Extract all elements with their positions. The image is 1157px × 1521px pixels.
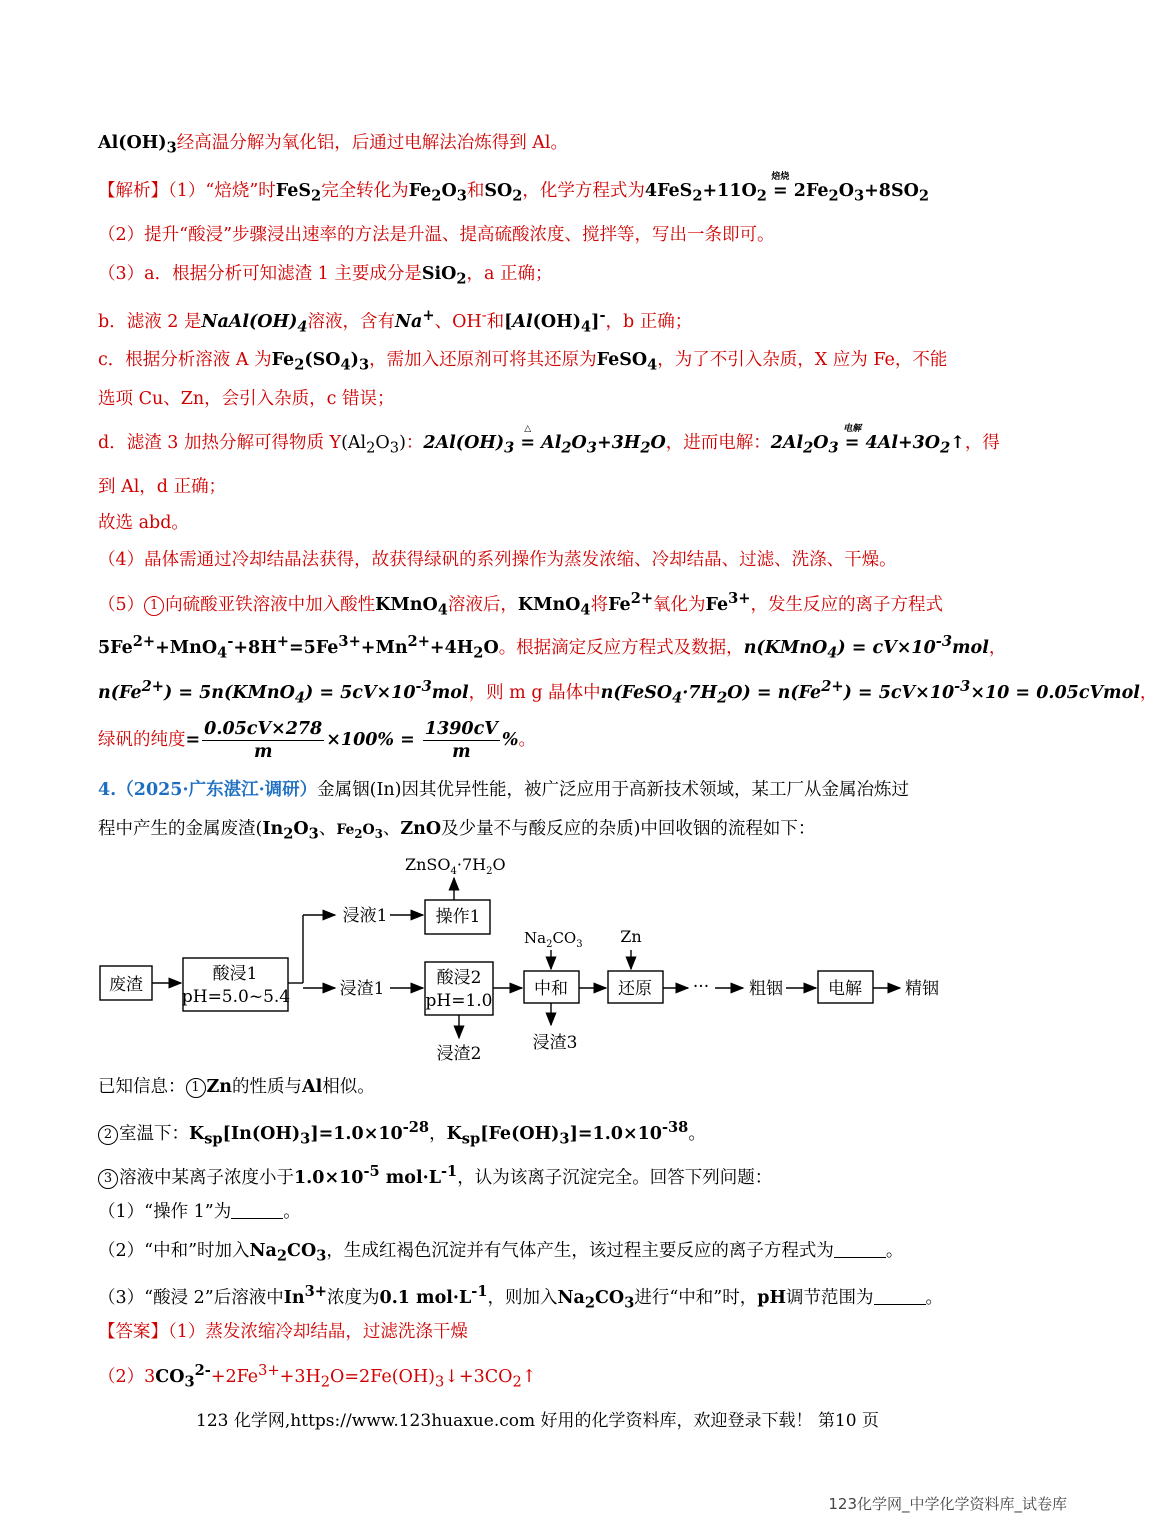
known-line-1: 已知信息： 1 Zn的性质与Al相似。 (98, 1077, 375, 1097)
analysis-line-1: 【解析】（1）“焙烧”时FeS$_2$完全转化为$Fe_2O_3$和$SO_2$，化学方程式为$4FeS_2+11O_2$ = 焙烧 $2Fe_2O_3+8SO_2$ (98, 172, 929, 205)
flow-acid2: 酸浸2 (436, 968, 482, 988)
flow-ph1: pH=5.0~5.4 (181, 987, 291, 1007)
answer-line-0: $Al(OH)_3$经高温分解为氧化铝，后通过电解法冶炼得到 Al。 (98, 133, 569, 157)
flow-residue3: 浸渣3 (532, 1033, 578, 1053)
answer-blank (874, 1288, 926, 1305)
flow-crude: 粗铟 (749, 979, 783, 999)
answer-line-2: $(2)3CO_3^{2-}+2Fe^{3+}+3H_2O=2Fe(OH)_3↓+3CO_2↑$ (98, 1362, 537, 1391)
analysis-line-3: （3）a．根据分析可知滤渣 1 主要成分是SiO$_2$，a 正确； (98, 264, 553, 288)
flow-na2co3: $Na_2CO_3$ (524, 929, 583, 950)
flow-acid1: 酸浸1 (212, 964, 258, 984)
analysis-line-7: $n(Fe^{2+})$ = 5n(KMnO$_4$) = $5cV\times 10^{-3}mol$，则 m g 晶体中$n(FeSO_4\cdot 7H_2O) = n(Fe^{2+}) = 5cV\times 10^{-3}\times 10$ = 0.05cVmol， (98, 678, 1157, 707)
flow-residue2: 浸渣2 (436, 1044, 482, 1064)
analysis-line-5: （5） 1 向硫酸亚铁溶液中加入酸性KMnO$_4$溶液后，KMnO$_4$将$Fe^{2+}$氧化为$Fe^{3+}$，发生反应的离子方程式 (98, 590, 944, 619)
flow-ph2: pH=1.0 (425, 991, 493, 1011)
flow-dots: ··· (692, 977, 710, 997)
analysis-line-d: d．滤渣 3 加热分解可得物质 $Y(Al_2O_3)$：$2Al(OH)_3$ = △ $Al_2O_3+3H_2O$，进而电解：$2Al_2O_3$ = 电解 $4Al+3O_2↑$，得 (98, 424, 1000, 457)
analysis-line-8: 绿矾的纯度= $\frac{0.05cV\times 278}{m}$ ×100% = $\frac{1390cV}{m}$ %。 (98, 719, 536, 762)
flow-pure: 精铟 (905, 979, 939, 999)
flow-znso4: $ZnSO_4\cdot 7H_2O$ (405, 855, 506, 877)
analysis-line-2: （2）提升“酸浸”步骤浸出速率的方法是升温、提高硫酸浓度、搅拌等，写出一条即可。 (98, 225, 775, 245)
flow-neutral: 中和 (534, 979, 568, 999)
subq-3: （3）“酸浸 2”后溶液中$In^{3+}$浓度为0.1 $mol\cdot L^{-1}$，则加入$Na_2CO_3$进行“中和”时，pH调节范围为 。 (98, 1283, 944, 1312)
question-number: 4.（2025·广东湛江·调研） (98, 780, 318, 800)
subq-1: （1）“操作 1”为 。 (98, 1202, 301, 1222)
known-line-2: 2 室温下：$K_{sp}[In(OH)_3]=1.0\times 10^{-28}$，$K_{sp}[Fe(OH)_3]=1.0\times 10^{-38}$。 (98, 1116, 706, 1151)
answer-tag: 【答案】 (98, 1322, 168, 1342)
q4-line-1: 4.（2025·广东湛江·调研）金属铟(In)因其优异性能，被广泛应用于高新技术领域，某工厂从金属冶炼过 (98, 780, 910, 800)
flow-electro: 电解 (828, 979, 862, 999)
analysis-line-d2: 到 Al，d 正确； (98, 477, 227, 497)
q4-line-2: 程中产生的金属废渣($In_2O_3$、$Fe_2O_3$、ZnO及少量不与酸反应的杂质)中回收铟的流程如下： (98, 819, 816, 843)
process-flow-diagram (0, 848, 1075, 1070)
flow-waste: 废渣 (109, 975, 143, 995)
flow-reduce: 还原 (618, 979, 652, 999)
answer-blank (231, 1202, 283, 1219)
flow-zn: Zn (620, 927, 642, 946)
flow-residue1: 浸渣1 (339, 979, 385, 999)
answer-line-1: 【答案】（1）蒸发浓缩冷却结晶，过滤洗涤干燥 (98, 1322, 468, 1342)
analysis-line-c: c．根据分析溶液 A 为$Fe_2(SO_4)_3$，需加入还原剂可将其还原为FeSO$_4$，为了不引入杂质，X 应为 Fe，不能 (98, 350, 948, 374)
analysis-select: 故选 abd。 (98, 513, 189, 533)
subq-2: （2）“中和”时加入$Na_2CO_3$，生成红褐色沉淀并有气体产生，该过程主要反应的离子方程式为 。 (98, 1241, 904, 1265)
known-line-3: 3 溶液中某离子浓度小于$1.0\times 10^{-5}$ $mol\cdot L^{-1}$，认为该离子沉淀完全。回答下列问题： (98, 1160, 772, 1190)
page-footer: 123 化学网,https://www.123huaxue.com 好用的化学资料库，欢迎登录下载！ 第10 页 (196, 1411, 879, 1431)
flow-op1: 操作1 (435, 907, 481, 927)
analysis-line-4: （4）晶体需通过冷却结晶法获得，故获得绿矾的系列操作为蒸发浓缩、冷却结晶、过滤、洗涤、干燥。 (98, 550, 897, 570)
flow-liquid1: 浸液1 (342, 906, 388, 926)
analysis-tag: 【解析】 (98, 181, 168, 201)
analysis-line-b: b．滤液 2 是$NaAl(OH)_4$溶液，含有Na+、OH-和$[Al(OH)_4]^-$，b 正确； (98, 307, 693, 336)
answer-blank (834, 1241, 886, 1258)
analysis-line-c2: 选项 Cu、Zn，会引入杂质，c 错误； (98, 389, 395, 409)
analysis-line-6: $5Fe^{2+}+MnO_4^-+8H^+=5Fe^{3+}+Mn^{2+}+4H_2O$。根据滴定反应方程式及数据，n(KMnO$_4$) = $cV\times 10^{-3}mol$， (98, 633, 1007, 662)
site-watermark: 123化学网_中学化学资料库_试卷库 (828, 1495, 1067, 1513)
